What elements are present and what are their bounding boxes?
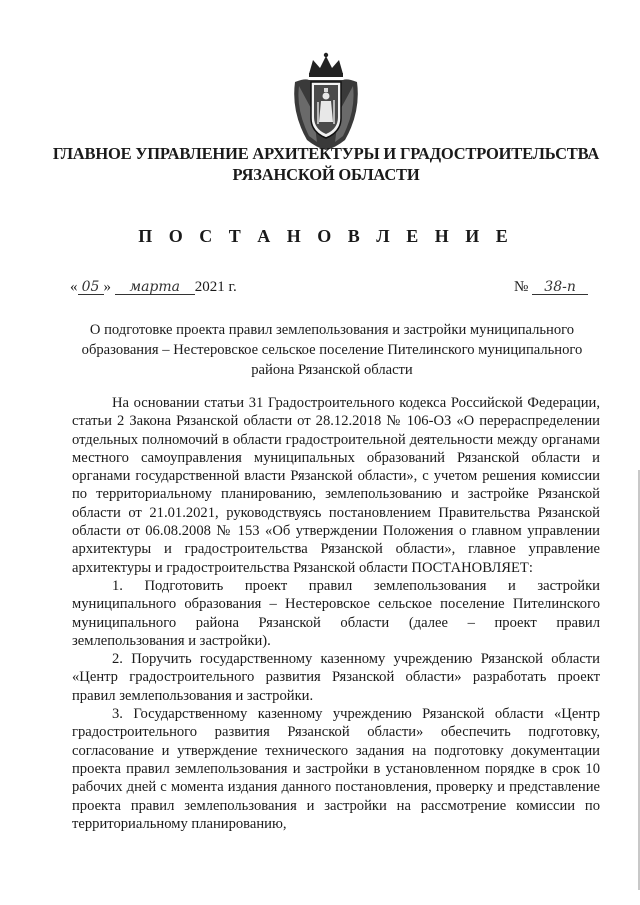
preamble-paragraph: На основании статьи 31 Градостроительного кодекса Российской Федерации, статьи 2 Закона Рязанской области от 28.12.2018 № 106-ОЗ «О перераспределении отдельных полномочий в области градостроительной деятельности между органами местного самоуправления муниципальных образований Рязанской области и органами государственной власти Рязанской области», с учетом решения комиссии по территориальному планированию, землепользованию и застройке Рязанской области от 21.01.2021, руководствуясь постановлением Правительства Рязанской области от 06.08.2008 № 153 «Об утверждении Положения о главном управлении архитектуры и градостроительства Рязанской области», главное управление архитектуры и градостроительства Рязанской области ПОСТАНОВЛЯЕТ: [72, 395, 600, 576]
subject-line3: района Рязанской области [251, 362, 413, 378]
number-label: № [514, 279, 529, 295]
ryazan-coat-of-arms-icon [287, 52, 365, 152]
document-number [514, 279, 588, 296]
document-body [72, 394, 600, 833]
list-item: 2. Поручить государственному казенному учреждению Рязанской области «Центр градостроительного развития Рязанской области» разработать проект правил землепользования и застройки. [72, 651, 600, 704]
document-type-title: П О С Т А Н О В Л Е Н И Е [138, 226, 514, 246]
organization-name-line1: ГЛАВНОЕ УПРАВЛЕНИЕ АРХИТЕКТУРЫ И ГРАДОСТРОИТЕЛЬСТВА [52, 144, 600, 163]
list-item: 3. Государственному казенному учреждению Рязанской области «Центр градостроительного развития Рязанской области» обеспечить подготовку, согласование и утверждение технического задания на подготовку документации проекта правил землепользования и застройки в установленном порядке в срок 10 рабочих дней с момента издания данного постановления, проверку и представление проекта правил землепользования и застройки на рассмотрение комиссии по территориальному планированию, [72, 706, 600, 832]
date-year: 2021 г. [194, 279, 237, 295]
date-month: марта [115, 280, 195, 295]
document-subject [72, 320, 592, 380]
number-value: 38-п [532, 280, 588, 295]
date-close-quote: » [103, 279, 111, 295]
subject-line1: О подготовке проекта правил землепользования и застройки муниципального [89, 322, 575, 338]
organization-name-line2: РЯЗАНСКОЙ ОБЛАСТИ [232, 165, 420, 184]
date-open-quote: « [70, 279, 78, 295]
document-date [70, 279, 237, 296]
date-day: 05 [78, 280, 104, 295]
list-item: 1. Подготовить проект правил землепользования и застройки муниципального образования – Нестеровское сельское поселение Пителинского муниципального района Рязанской области (далее – проект правил землепользования и застройки). [72, 577, 600, 649]
subject-line2: образования – Нестеровское сельское поселение Пителинского муниципального [81, 342, 583, 358]
